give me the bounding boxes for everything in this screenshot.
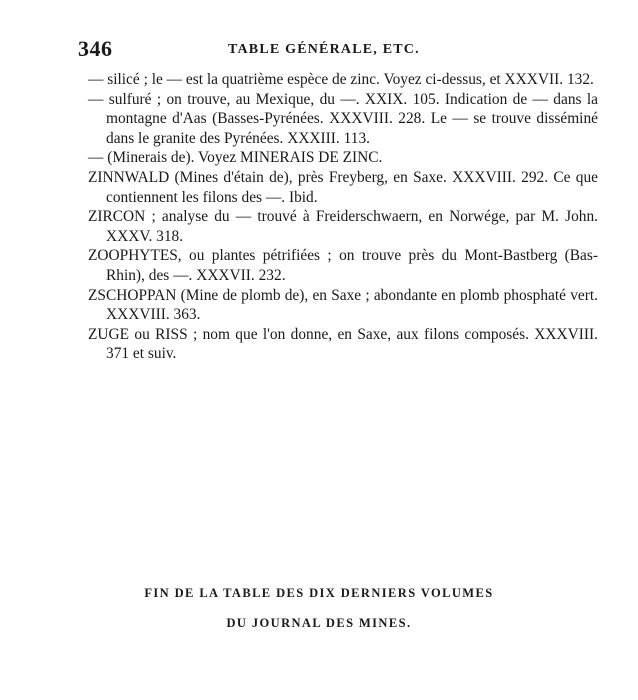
index-entry: ZUGE ou RISS ; nom que l'on donne, en Saxe, aux filons composés. XXXVIII. 371 et suiv. [88,325,598,363]
index-entry: ZOOPHYTES, ou plantes pétrifiées ; on trouve près du Mont-Bastberg (Bas-Rhin), des —. XXXVII. 232. [88,247,598,284]
page-number: 346 [78,36,113,61]
index-entry: — silicé ; le — est la quatrième espèce de zinc. Voyez ci-dessus, et XXXVII. 132. [88,71,594,88]
index-entry: ZSCHOPPAN (Mine de plomb de), en Saxe ; abondante en plomb phosphaté vert. XXXVIII. 363. [88,286,598,324]
page-header [78,36,588,66]
index-entry: — (Minerais de). Voyez MINERAIS DE ZINC. [88,149,383,167]
index-entry: ZIRCON ; analyse du — trouvé à Freiderschwaern, en Norwége, par M. John. XXXV. 318. [88,208,598,245]
index-entry: ZINNWALD (Mines d'étain de), près Freyberg, en Saxe. XXXVIII. 292. Ce que contiennent les filons des —. Ibid. [88,168,598,206]
index-entries [88,70,598,364]
closing-note-line-1: FIN DE LA TABLE DES DIX DERNIERS VOLUMES [144,586,494,600]
running-title: TABLE GÉNÉRALE, ETC. [228,42,420,57]
index-entry: — sulfuré ; on trouve, au Mexique, du —. XXIX. 105. Indication de — dans la montagne d'Aas (Basses-Pyrénées. XXXVIII. 228. Le — se trouve disséminé dans le granite des Pyrénées. XXXIII. 113. [88,90,598,147]
closing-note-line-2: DU JOURNAL DES MINES. [226,616,412,630]
